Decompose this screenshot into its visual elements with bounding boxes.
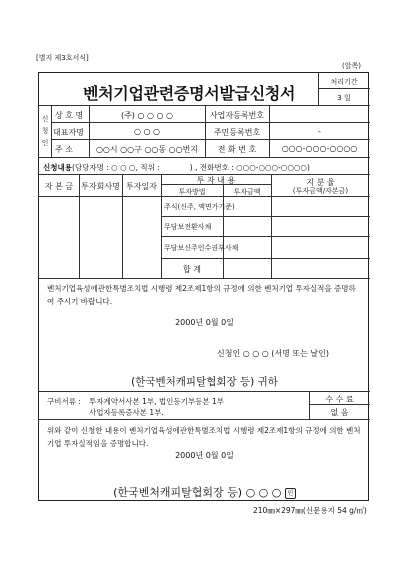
- processing-period-label: 처리기간: [330, 78, 358, 86]
- phone-value: ○○○-○○○-○○○○: [281, 144, 358, 153]
- company-name-label: 상 호 명: [55, 111, 84, 120]
- phone-label: 전 화 번 호: [217, 145, 257, 154]
- method-new-shares: 주식(신주, 액면가기준): [164, 203, 235, 211]
- investment-method-header: 투자방법: [178, 188, 206, 196]
- investment-date-header: 투자일자: [126, 182, 157, 191]
- recipient: (한국벤처캐피탈협회장 등) 귀하: [131, 376, 278, 388]
- paper-spec: 210㎜×297㎜(신문용지 54 g/㎡): [253, 506, 367, 515]
- required-documents-line1: 투자계약서사본 1부, 법인등기부등본 1부: [89, 397, 224, 406]
- form-number: [별지 제3호서식]: [36, 54, 89, 62]
- certification-date: 2000년 0월 0일: [175, 451, 234, 460]
- method-convertible-bonds: 무담보전환사채: [164, 223, 212, 231]
- method-warrant-bonds: 무담보신주인수권부사채: [164, 244, 239, 252]
- application-form: [38, 72, 369, 501]
- applicant-side-label: 신 청 인: [41, 115, 49, 147]
- certification-text: 위와 같이 신청한 내용이 벤처기업육성에관한특별조치법 시행령 제2조제1항의 규정에 의한 벤처기업 투자실적임을 증명합니다.: [47, 426, 361, 448]
- applicant-signature: 신청인 ○ ○ ○ (서명 또는 날인): [217, 349, 329, 358]
- request-date: 2000년 0월 0일: [175, 318, 234, 327]
- address-value: ○○시 ○○구 ○○동 ○○번지: [95, 145, 199, 154]
- resident-number-value: -: [318, 127, 321, 136]
- address-label: 주 소: [55, 145, 73, 154]
- issuer-name: (한국벤처캐피탈협회장 등) ○ ○ ○: [113, 486, 282, 499]
- resident-number-label: 주민등록번호: [213, 128, 261, 137]
- fee-label: 수 수 료: [325, 395, 354, 404]
- seal-stamp: 인: [285, 488, 296, 499]
- investment-amount-header: 투자금액: [233, 188, 261, 196]
- form-title: 벤처기업관련증명서발급신청서: [83, 84, 296, 103]
- processing-period-value: 3 일: [337, 94, 351, 102]
- representative-label: 대표자명: [53, 128, 84, 137]
- fee-value: 없 음: [330, 408, 349, 417]
- representative-value: ○ ○ ○: [133, 127, 161, 136]
- request-body-text: 벤처기업육성에관한특별조치법 시행령 제2조제1항의 규정에 의한 벤처기업 투자실적을 증명하여 주시기 바랍니다.: [47, 284, 356, 306]
- business-number-label: 사업자등록번호: [209, 111, 265, 120]
- request-label: 신청내용: [43, 163, 72, 172]
- request-content-line: [43, 162, 310, 173]
- share-ratio-header: 지 분 율: [306, 178, 335, 187]
- manager-info: (담당자명 : ○ ○ ○, 직위 :: [71, 163, 160, 172]
- total-label: 합 계: [183, 265, 201, 274]
- required-documents-line2: 사업자등록증사본 1부.: [89, 408, 164, 417]
- investor-name-header: 투자회사명: [81, 182, 120, 191]
- share-ratio-subheader: (투자금액/자본금): [292, 187, 349, 195]
- manager-phone: ) , 전화번호 : ○○○-○○○-○○○○): [189, 163, 310, 172]
- company-name-value: (주) ○ ○ ○ ○: [120, 111, 174, 120]
- issuer-signature: [39, 484, 370, 500]
- capital-header: 자 본 금: [44, 182, 74, 191]
- investment-content-header: 투 자 내 용: [196, 176, 236, 185]
- front-side-label: (앞쪽): [342, 62, 361, 70]
- required-documents-label: 구비서류 :: [47, 397, 81, 406]
